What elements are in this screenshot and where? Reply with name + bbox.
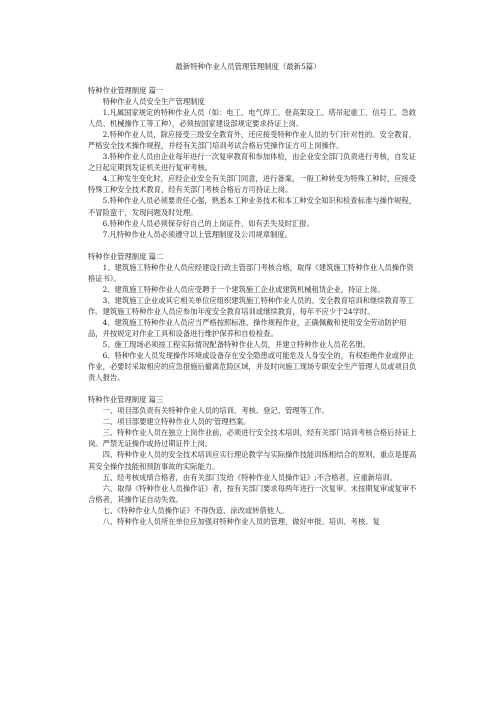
paragraph: 5.特种作业人员必须要责任心强，熟悉本工种业务技术和本工种安全知识和检查标准与操作规程，不冒险蛮干，发现问题及时处理。 [88, 196, 417, 217]
paragraph: 六、取得《特种作业人员操作证》者，按有关部门要求每两年进行一次复审。未按期复审或复审不合格者，其操作证自动失效。 [88, 483, 417, 504]
section-heading-2: 特种作业管理制度 篇二 [88, 251, 164, 261]
paragraph: 1、建筑施工特种作业人员应经建设行政主管部门考核合格，取得《建筑施工特种作业人员操作资格证书》。 [88, 262, 414, 283]
section-heading-3: 特种作业管理制度 篇三 [88, 395, 164, 405]
paragraph: 二、项目部要建立特种作业人员的'管理档案。 [102, 417, 251, 427]
paragraph: 2、建筑施工特种作业人员应受聘于一个建筑施工企业或建筑机械租赁企业，持证上岗。 [102, 284, 385, 294]
paragraph: 七、《特种作业人员操作证》不得伪造、涂改或转借他人。 [102, 505, 289, 515]
paragraph: 6、特种作业人员发现操作环境或设备存在安全隐患或可能危及人身安全的，有权拒绝作业或停止作业，必要时采取相应的应急措施后撤离危险区域，并及时向施工现场专职安全生产管理人员或项目负责人报告。 [88, 351, 417, 383]
paragraph: 一、项目部负责有关特种作业人员的培训、考核、登记、管理等工作。 [102, 406, 329, 416]
document-title: 最新特种作业人员管理管理制度（最新5篇） [175, 62, 321, 71]
paragraph: 八、特种作业人员所在单位应加强对特种作业人员的管理，做好申报、培训、考核、复 [102, 516, 380, 526]
section-spacer [88, 240, 420, 251]
paragraph: 3、建筑施工企业或其它相关单位应组织建筑施工特种作业人员的。安全教育培训和继续教育等工作。建筑施工特种作业人员应参加年度安全教育培训或继续教育，每年不应少于24学时。 [88, 295, 414, 316]
paragraph: 4.工种发生变化时，应经企业安全有关部门同意，进行备案，一般工种转变为特殊工种时，应接受特殊工种安全技术教育，经有关部门考核合格后方可持证上岗。 [88, 174, 417, 195]
paragraph: 特种作业人员安全生产管理制度 [102, 97, 205, 107]
paragraph: 3.特种作业人员由企业每年进行一次复审教育和参加体检，由企业安全部门负责进行考核，自发证之日起定期到发证机关进行复审考核。 [88, 152, 417, 173]
paragraph: 2.特种作业人员，除应接受三级安全教育外，还应接受特种作业人员的专门针对性的。安全教育，严格安全技术操作规程，并经有关部门培训考试合格后凭操作证方可上岗操作。 [88, 130, 417, 151]
section-spacer [88, 383, 420, 394]
paragraph: 三、特种作业人员在独立上岗作业前，必须进行安全技术培训，经有关部门培训考核合格后持证上岗。严禁无证操作或持过期证件上岗。 [88, 428, 417, 449]
paragraph: 6.特种作业人员必须保存好自己的上岗证件，如有丢失及时汇报。 [102, 218, 314, 228]
section-heading-1: 特种作业管理制度 篇一 [88, 86, 164, 95]
paragraph: 5、施工现场必须按工程实际情况配备特种作业人员，并建立特种作业人员花名册。 [102, 340, 370, 350]
document-body [88, 85, 420, 527]
paragraph: 7.凡特种作业人员必须遵守以上管理制度及公司规章制度。 [102, 229, 292, 239]
paragraph: 1.凡属国家规定的特种作业人员（如：电工、电气焊工、登高架设工、塔吊起重工、信号工、急救人员、机械操作工等工种），必须按国家建设部规定要求持证上岗。 [88, 108, 417, 129]
paragraph: 五、经考核成绩合格者，由有关部门发给《特种作业人员操作证》;不合格者，应重新培训。 [102, 472, 397, 482]
paragraph: 4、建筑施工特种作业人员应当严格按照标准、操作规程作业，正确佩戴和使用安全劳动防护用品，并按规定对作业工具和设备进行维护保养和自检检查。 [88, 317, 407, 338]
paragraph: 四、特种作业人员的安全技术培训应实行理论教学与实际操作技能训练相结合的原则，重点是提高其安全操作技能和预防事故的实际能力。 [88, 450, 417, 471]
